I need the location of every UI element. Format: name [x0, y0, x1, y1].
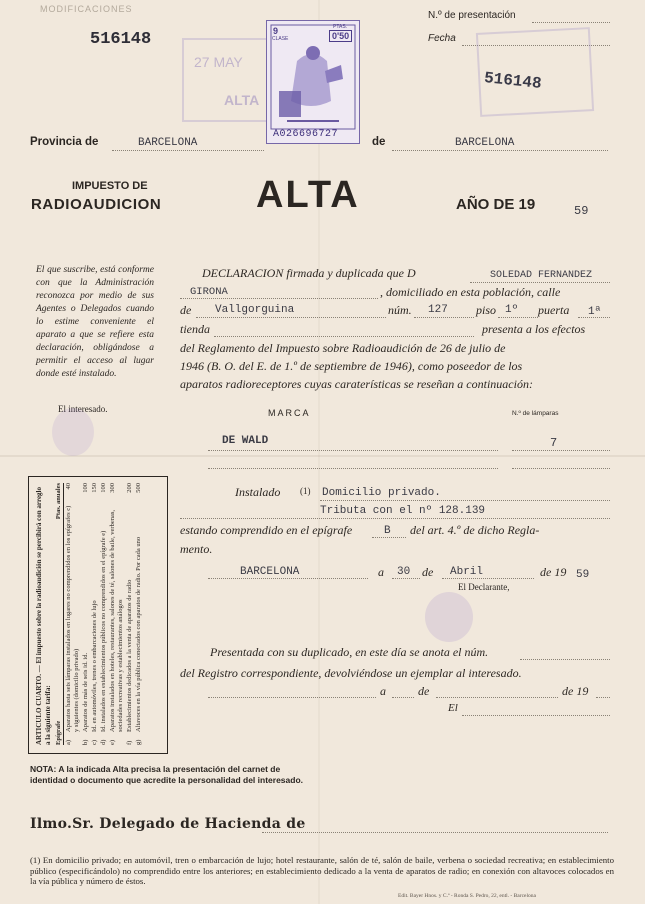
footnote-text: (1) En domicilio privado; en automóvil, tren o embarcación de lujo; hotel restaurante, salón de té, salón de baile, verbena o sociedad recreativa; en establecimiento público (especificándolo) no comprendido entre los anteriores; en establecimiento dedicado a la venta de aparatos de radio; en conexión con altavoces colocados en la vía pública y número de éstos.	[30, 855, 614, 886]
tariff-row	[82, 483, 90, 745]
tienda-label: tienda	[180, 322, 210, 336]
declaration-intro: DECLARACION firmada y duplicada que D	[202, 266, 416, 280]
stamp-value-right: 0'50	[329, 30, 352, 42]
tariff-epigrafe: f)	[126, 740, 133, 745]
tributa-text: Tributa con el nº 128.139	[320, 505, 486, 517]
tariff-amount: 300	[109, 483, 116, 493]
tariff-description: Altavoces en la vía pública conectados con aparatos de radio. Por cada uno	[135, 536, 142, 732]
tariff-description: Aparatos hasta seis lámparas instalados en lugares no comprendidos en los epígrafes c) y siguientes (domicilio privado)	[65, 505, 80, 732]
tariff-epigrafe: c)	[91, 739, 98, 745]
signature-year-label: de 19	[540, 565, 567, 579]
declaration-text-3: aparatos radioreceptores cuyas caraterísticas se reseñan a continuación:	[180, 377, 533, 391]
tariff-amount: 500	[135, 483, 142, 493]
tariff-epigrafe: e)	[109, 739, 116, 745]
faint-round-stamp	[425, 592, 473, 642]
fecha-label: Fecha	[428, 33, 456, 44]
stamp-value-sub: CLASE	[272, 36, 289, 42]
tariff-amount: 40	[65, 483, 72, 490]
presentacion-label: N.º de presentación	[428, 10, 516, 21]
tariff-row	[126, 483, 134, 745]
tariff-row	[100, 483, 108, 745]
tariff-epigrafe: b)	[82, 739, 89, 745]
lamparas-header: N.º de lámparas	[512, 410, 559, 417]
article-text: del art. 4.º de dicho Regla-	[410, 523, 540, 537]
registry-el-label: El	[448, 702, 458, 714]
signature-day: 30	[397, 566, 411, 578]
signature-a-label: a	[378, 565, 384, 579]
tariff-description: Establecimientos dedicados a la venta de aparatos de radio	[126, 579, 133, 732]
printer-imprint: Edit. Bayer Hnos. y C.ª - Ronda S. Pedro, 22, entl. - Barcelona	[398, 893, 536, 899]
tariff-row	[109, 483, 125, 745]
tariff-amount: 100	[82, 483, 89, 493]
year-label: AÑO DE 19	[456, 196, 536, 213]
tariff-description: Aparatos de más de seis id. id.	[82, 652, 89, 732]
tariff-epigrafe: a)	[65, 739, 72, 745]
signature-year-value: 59	[576, 569, 590, 581]
article-tariff-list	[65, 483, 143, 745]
article-cuarto-box	[28, 476, 168, 754]
tax-title-line2: RADIOAUDICION	[31, 196, 162, 213]
street-name: Vallgorguina	[215, 304, 295, 316]
serial-number-stamp: 516148	[483, 69, 543, 93]
addressee-line: Ilmo.Sr. Delegado de Hacienda de	[30, 816, 306, 832]
tax-stamp	[266, 20, 360, 144]
registry-a-label: a	[380, 684, 386, 698]
stamp-value-left: 9	[273, 26, 279, 36]
article-title: ARTICULO CUARTO. — El impuesto sobre la radioaudición se percibirá con arreglo a la siguiente tarifa:	[35, 487, 52, 745]
piso-value: 1º	[505, 304, 519, 316]
article-box-rotated	[35, 483, 161, 745]
mento-text: mento.	[180, 542, 213, 556]
faint-round-stamp-left	[52, 408, 94, 456]
nota-text: NOTA: A la indicada Alta precisa la presentación del carnet de identidad o documento que acredite la personalidad del interesado.	[30, 764, 303, 785]
declarant-label: El Declarante,	[458, 582, 510, 592]
piso-label: piso	[476, 303, 497, 317]
registry-de-label: de	[418, 684, 430, 698]
faint-registry-stamp: 27 MAY ALTA	[182, 38, 276, 122]
registry-line-2: del Registro correspondiente, devolviéndose un ejemplar al interesado.	[180, 666, 522, 680]
paper-fold-horizontal	[0, 455, 645, 457]
article-col-epigrafe: Epígrafe	[55, 720, 62, 745]
epigrafe-value: B	[384, 525, 391, 537]
lamp-count: 7	[550, 436, 558, 450]
puerta-value: 1ª	[588, 306, 602, 318]
registry-line-1: Presentada con su duplicado, en este día se anota el núm.	[210, 645, 489, 659]
radio-brand: DE WALD	[222, 435, 269, 447]
tax-title-line1: IMPUESTO DE	[72, 180, 148, 192]
presenta-text: presenta a los efectos	[482, 322, 586, 336]
tariff-row	[91, 483, 99, 745]
marca-header: MARCA	[268, 408, 311, 418]
instalado-footnote-mark: (1)	[300, 486, 311, 496]
tariff-amount: 100	[100, 483, 107, 493]
de-label: de	[372, 136, 386, 148]
faint-header-text: MODIFICACIONES	[40, 4, 133, 14]
signature-de-label: de	[422, 565, 434, 579]
stamp-serial: A026696727	[273, 129, 339, 140]
registry-de19-label: de 19	[562, 684, 589, 698]
provincia-value-2: BARCELONA	[455, 137, 515, 149]
signature-city: BARCELONA	[240, 566, 300, 578]
tariff-description: Id. instalados en establecimientos públicos no comprendidos en el epígrafe e)	[100, 530, 107, 732]
epigrafe-text: estando comprendido en el epígrafe	[180, 523, 353, 537]
provincia-label: Provincia de	[30, 136, 99, 148]
instalado-label: Instalado	[235, 485, 281, 499]
install-place: Domicilio privado.	[322, 487, 441, 499]
tariff-row	[65, 483, 81, 745]
domiciled-text: , domiciliado en esta población, calle	[380, 285, 561, 299]
tariff-epigrafe: d)	[100, 739, 107, 745]
declaration-text-2: 1946 (B. O. del E. de 1.º de septiembre de 1946), como poseedor de los	[180, 359, 523, 373]
year-value: 59	[574, 204, 589, 218]
serial-number: 516148	[90, 30, 152, 49]
consent-note: El que suscribe, está conforme con que la Administración reconozca por medio de sus Agentes o Delegados cuando lo estime conveniente el aparato a que se refiere esta declaración, obligándose a permitir el acceso al lugar donde esté instalado.	[36, 265, 154, 379]
stamp-value-right-label: PTAS.	[333, 24, 348, 30]
provincia-value: BARCELONA	[138, 137, 198, 149]
street-de-label: de	[180, 303, 192, 317]
tariff-row	[135, 483, 143, 745]
tariff-amount: 150	[91, 483, 98, 493]
consent-signature-label: El interesado.	[58, 404, 108, 414]
tariff-description: Id. en automóviles, trenes o embarcaciones de lujo	[91, 600, 98, 732]
article-col-ptas: Ptas. anuales	[55, 483, 62, 520]
declarant-name: SOLEDAD FERNANDEZ	[490, 270, 593, 281]
tariff-amount: 200	[126, 483, 133, 493]
puerta-label: puerta	[538, 303, 570, 317]
document-title: ALTA	[256, 174, 360, 216]
tariff-epigrafe: g)	[135, 739, 142, 745]
tariff-description: Aparatos instalados en hoteles, restaurantes, salones de té, salones de baile, verbenas, sociedades recreativas y establecimientos análogos	[109, 509, 124, 732]
num-value: 127	[428, 304, 448, 316]
signature-month: Abril	[450, 566, 484, 578]
num-label: núm.	[388, 303, 412, 317]
declaration-text-1: del Reglamento del Impuesto sobre Radioaudición de 26 de julio de	[180, 341, 506, 355]
declarant-surname: GIRONA	[190, 286, 228, 298]
